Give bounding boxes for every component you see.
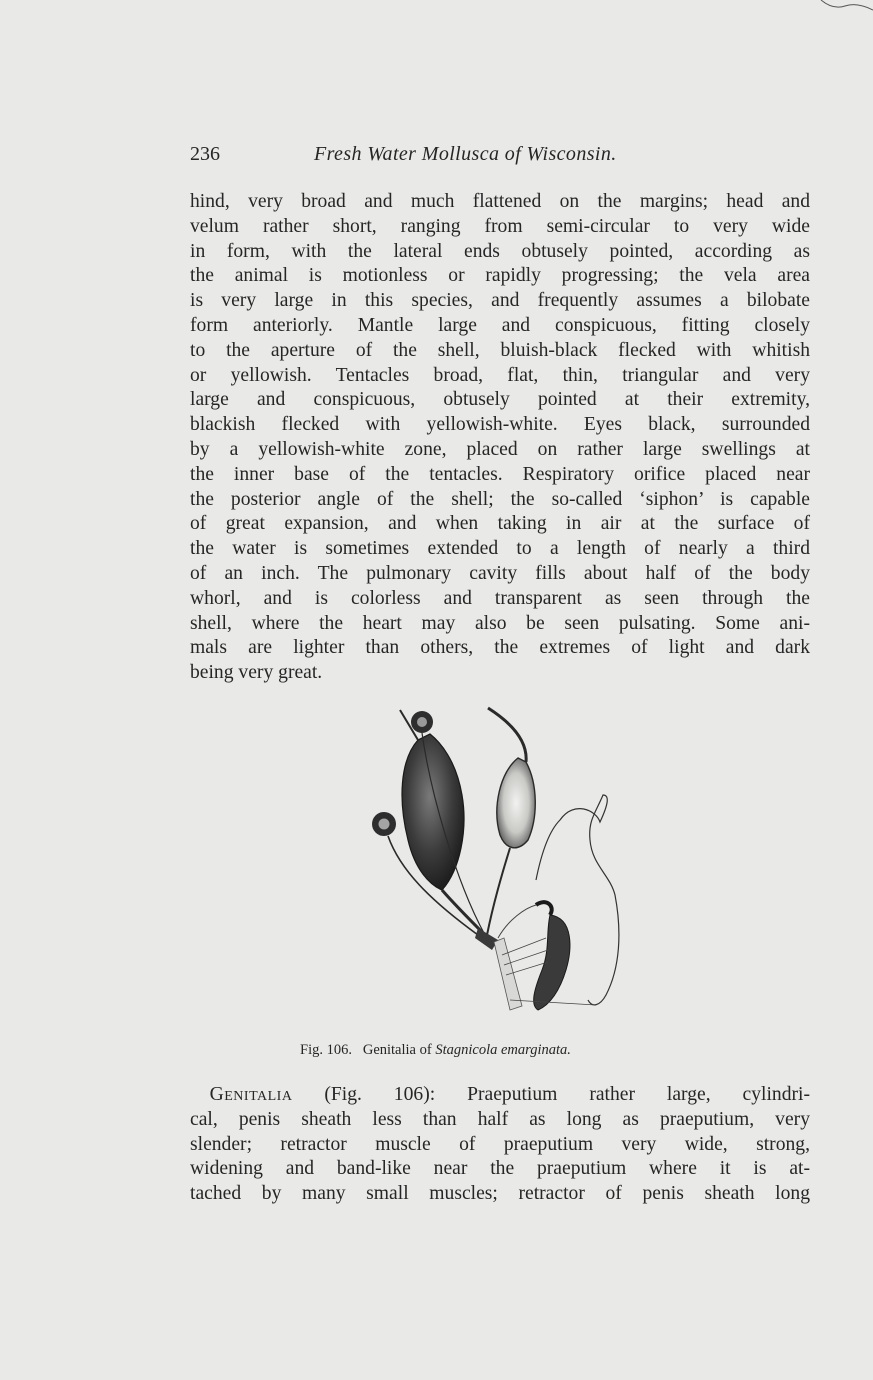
text-line: shell, where the heart may also be seen pulsating. Some ani- [190,612,810,634]
page-corner-mark [813,0,873,14]
text-line: or yellowish. Tentacles broad, flat, thin, triangular and very [190,364,810,386]
text-line: to the aperture of the shell, bluish-black flecked with whitish [190,339,810,361]
text-line: whorl, and is colorless and transparent as seen through the [190,587,810,609]
text-line: hind, very broad and much flattened on the margins; head and [190,191,810,212]
section-lead-word: Genitalia [209,1084,293,1105]
page-number: 236 [190,143,220,165]
figure-caption [300,1042,720,1059]
text-run: (Fig. 106): Praeputium rather large, cylindri- [324,1084,810,1105]
caption-figure-label: Fig. 106. [300,1042,352,1058]
text-line: slender; retractor muscle of praeputium very wide, strong, [190,1133,810,1155]
text-line: the water is sometimes extended to a length of nearly a third [190,538,810,560]
text-line: cal, penis sheath less than half as long as praeputium, very [190,1108,810,1130]
text-line: large and conspicuous, obtusely pointed at their extremity, [190,389,810,411]
text-line: is very large in this species, and frequently assumes a bilobate [190,290,810,312]
text-line: widening and band-like near the praeputium where it is at- [190,1158,810,1180]
text-line: being very great. [190,662,323,684]
caption-text: Genitalia of [362,1042,432,1058]
body-paragraph-1 [190,190,810,686]
running-title: Fresh Water Mollusca of Wisconsin. [314,143,617,165]
text-line: blackish flecked with yellowish-white. Eyes black, surrounded [190,414,810,436]
text-line: mals are lighter than others, the extremes of light and dark [190,637,810,659]
text-line: the posterior angle of the shell; the so-called ‘siphon’ is capable [190,488,810,510]
text-line: in form, with the lateral ends obtusely pointed, according as [190,240,810,262]
genitalia-illustration [360,700,630,1025]
text-line: of an inch. The pulmonary cavity fills about half of the body [190,562,810,584]
text-line: velum rather short, ranging from semi-circular to very wide [190,215,810,237]
text-line: tached by many small muscles; retractor of penis sheath long [190,1183,810,1205]
caption-species: Stagnicola emarginata. [435,1042,571,1058]
text-line [190,1083,810,1108]
text-line: of great expansion, and when taking in air at the surface of [190,513,810,535]
text-line: the inner base of the tentacles. Respiratory orifice placed near [190,463,810,485]
text-line: the animal is motionless or rapidly progressing; the vela area [190,265,810,287]
text-line: form anteriorly. Mantle large and conspicuous, fitting closely [190,314,810,336]
text-line: by a yellowish-white zone, placed on rather large swellings at [190,438,810,460]
body-paragraph-2 [190,1083,810,1207]
